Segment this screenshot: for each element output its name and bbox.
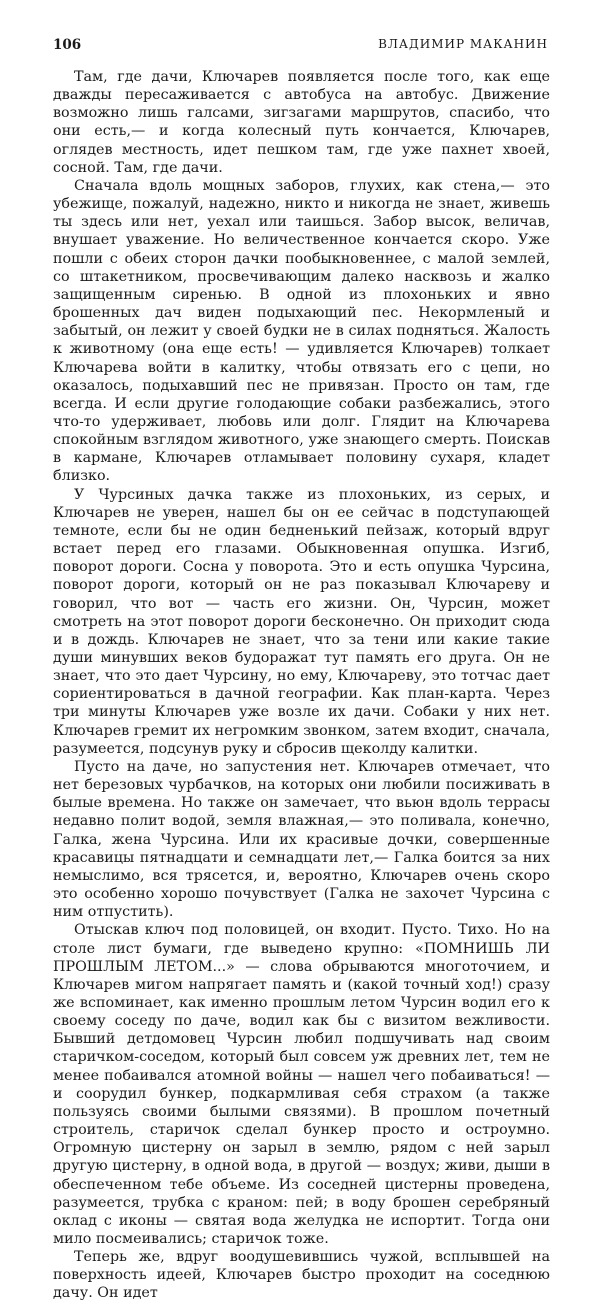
page-number: 106 (53, 37, 82, 53)
paragraph: Там, где дачи, Ключарев появляется после того, как еще дважды пересаживается с автобуса на автобус. Движение возможно лишь галсами, зигзагами маршрутов, спасибо, что они есть,— и когда колесный путь кончается, Ключарев, оглядев местность, идет пешком там, где уже пахнет хвоей, сосной. Там, где дачи. (53, 69, 550, 176)
running-head-author: ВЛАДИМИР МАКАНИН (378, 37, 548, 51)
paragraph: Пусто на даче, но запустения нет. Ключарев отмечает, что нет березовых чурбачков, на которых они любили посиживать в былые времена. Но также он замечает, что вьюн вдоль террасы недавно полит водой, земля влажная,— это поливала, конечно, Галка, жена Чурсина. Или их красивые дочки, совершенные красавицы пятнадцати и семнадцати лет,— Галка боится за них немыслимо, вся трясется, и, вероятно, Ключарев очень скоро это особенно хорошо почувствует (Галка не захочет Чурсина с ним отпустить). (53, 758, 550, 921)
paragraph: Отыскав ключ под половицей, он входит. Пусто. Тихо. Но на столе лист бумаги, где выведено крупно: «ПОМНИШЬ ЛИ ПРОШЛЫМ ЛЕТОМ...» — слова обрываются многоточием, и Ключарев мигом напрягает память и (какой точный ход!) сразу же вспоминает, как именно прошлым летом Чурсин водил его к своему соседу по даче, водил как бы с визитом вежливости. Бывший детдомовец Чурсин любил подшучивать над своим старичком-соседом, который был совсем уж древних лет, тем не менее побаивался атомной войны — нашел чего побаиваться! — и соорудил бункер, подкармливая себя страхом (а также пользуясь своими былыми связями). В прошлом почетный строитель, старичок сделал бункер просто и остроумно. Огромную цистерну он зарыл в землю, рядом с ней зарыл другую цистерну, в одной вода, в другой — воздух; живи, дыши в обеспеченном тебе объеме. Из соседней цистерны проведена, разумеется, трубка с краном: пей; в воду брошен серебряный оклад с иконы — святая вода желудка не испортит. Тогда они мило посмеивались; старичок тоже. (53, 922, 550, 1247)
body-text (53, 68, 550, 1303)
page-header (53, 37, 548, 53)
paragraph: Теперь же, вдруг воодушевившись чужой, всплывшей на поверхность идеей, Ключарев быстро проходит на соседнюю дачу. Он идет (53, 1249, 550, 1302)
paragraph: У Чурсиных дачка также из плохоньких, из серых, и Ключарев не уверен, нашел бы он ее сейчас в подступающей темноте, если бы не один бедненький пейзаж, который вдруг встает перед его глазами. Обыкновенная опушка. Изгиб, поворот дороги. Сосна у поворота. Это и есть опушка Чурсина, поворот дороги, который он не раз показывал Ключареву и говорил, что вот — часть его жизни. Он, Чурсин, может смотреть на этот поворот дороги бесконечно. Он приходит сюда и в дождь. Ключарев не знает, что за тени или какие такие души минувших веков будоражат тут память его друга. Он не знает, что это дает Чурсину, но ему, Ключареву, это тотчас дает сориентироваться в дачной географии. Как план-карта. Через три минуты Ключарев уже возле их дачи. Собаки у них нет. Ключарев гремит их негромким звонком, затем входит, сначала, разумеется, подсунув руку и сбросив щеколду калитки. (53, 486, 550, 757)
paragraph: Сначала вдоль мощных заборов, глухих, как стена,— это убежище, пожалуй, надежно, никто и никогда не знает, живешь ты здесь или нет, уехал или таишься. Забор высок, величав, внушает уважение. Но величественное кончается скоро. Уже пошли с обеих сторон дачки пообыкновеннее, с малой землей, со штакетником, просвечивающим далеко насквозь и жалко защищенным сиренью. В одной из плохоньких и явно брошенных дач виден подыхающий пес. Некормленый и забытый, он лежит у своей будки не в силах подняться. Жалость к животному (она еще есть! — удивляется Ключарев) толкает Ключарева войти в калитку, чтобы отвязать его с цепи, но оказалось, подыхавший пес не привязан. Просто он там, где всегда. И если другие голодающие собаки разбежались, этого что-то удерживает, любовь или долг. Глядит на Ключарева спокойным взглядом животного, уже знающего смерть. Поискав в кармане, Ключарев отламывает половину сухаря, кладет близко. (53, 177, 550, 485)
